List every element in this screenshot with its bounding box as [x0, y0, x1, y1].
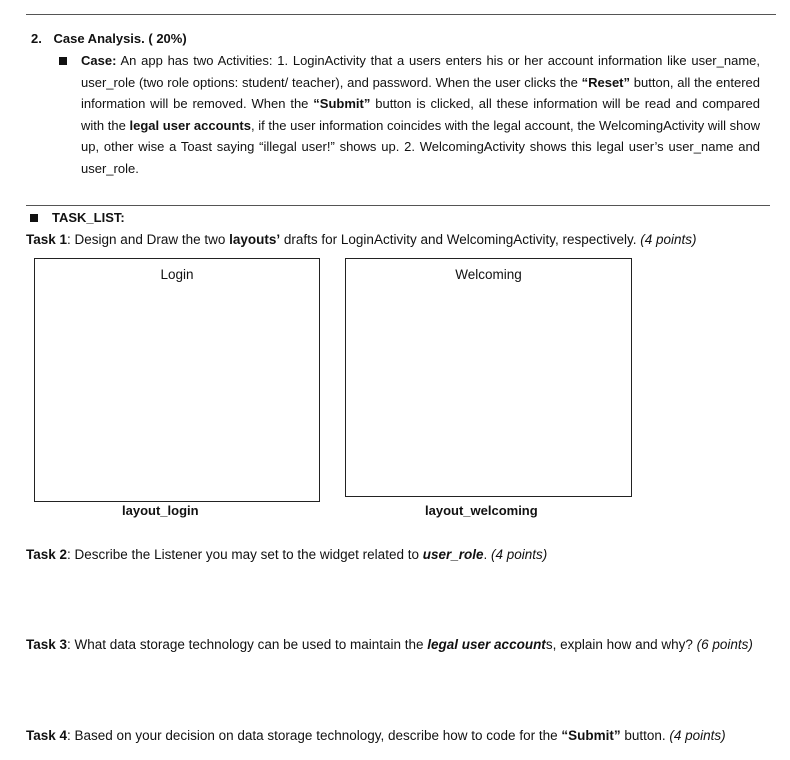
case-text-3: button is clicked, all these information will be read and compared with the: [81, 96, 760, 133]
task-3-text-1: : What data storage technology can be used to maintain the: [67, 637, 428, 652]
section-title: Case Analysis. ( 20%): [53, 31, 187, 46]
case-reset: “Reset”: [581, 74, 631, 90]
task-2-points: (4 points): [491, 547, 548, 562]
task-3-label: Task 3: [26, 637, 68, 652]
task-1: [26, 232, 697, 247]
task-1-text-2: drafts for LoginActivity and WelcomingActivity, respectively.: [280, 232, 641, 247]
task-4: [26, 728, 726, 743]
task-2: [26, 547, 547, 562]
section-heading: [31, 31, 187, 46]
login-layout-caption: layout_login: [122, 503, 199, 518]
case-text-1: An app has two Activities: 1. LoginActivity that a users enters his or her account information like user_name, user_role (two role options: student/ teacher), and password. When the user clicks the: [81, 53, 760, 90]
case-bullet-icon: [59, 57, 67, 65]
task-4-text-2: button.: [620, 728, 670, 743]
login-box-title: Login: [160, 267, 194, 282]
case-label: Case:: [81, 53, 117, 68]
task-1-label: Task 1: [26, 232, 68, 247]
task-1-points: (4 points): [640, 232, 697, 247]
task-2-label: Task 2: [26, 547, 68, 562]
task-4-text-1: : Based on your decision on data storage technology, describe how to code for the: [67, 728, 562, 743]
case-legal-accounts: legal user accounts: [129, 117, 251, 133]
section-number: 2.: [31, 31, 42, 46]
case-description: [81, 50, 760, 180]
task-2-text-2: .: [483, 547, 492, 562]
task-3-text-2: s, explain how and why?: [545, 637, 697, 652]
top-rule: [26, 14, 776, 15]
task-1-layouts: layouts’: [229, 232, 281, 247]
case-text-4: , if the user information coincides with the legal account, the WelcomingActivity will show up, other wise a Toast saying “illegal user!” shows up. 2. WelcomingActivity shows this legal user’s user_name and user_role.: [81, 117, 760, 176]
login-layout-box: [34, 258, 320, 502]
task-3-points: (6 points): [696, 637, 753, 652]
welcoming-box-title: Welcoming: [455, 267, 522, 282]
task-2-text-1: : Describe the Listener you may set to the widget related to: [67, 547, 423, 562]
welcoming-layout-box: [345, 258, 632, 497]
task-3-legal-accounts: legal user account: [427, 637, 546, 652]
case-text-2: button, all the entered information will be removed. When the: [81, 74, 761, 112]
task-2-user-role: user_role: [422, 547, 484, 562]
case-submit: “Submit”: [313, 96, 371, 112]
welcoming-layout-caption: layout_welcoming: [425, 503, 538, 518]
task-3: [26, 637, 753, 652]
task-4-label: Task 4: [26, 728, 68, 743]
middle-rule: [26, 205, 770, 206]
task-4-submit: “Submit”: [561, 728, 621, 743]
task-4-points: (4 points): [669, 728, 726, 743]
task-1-text-1: : Design and Draw the two: [67, 232, 230, 247]
task-list-heading: TASK_LIST:: [52, 210, 125, 225]
task-list-bullet-icon: [30, 214, 38, 222]
